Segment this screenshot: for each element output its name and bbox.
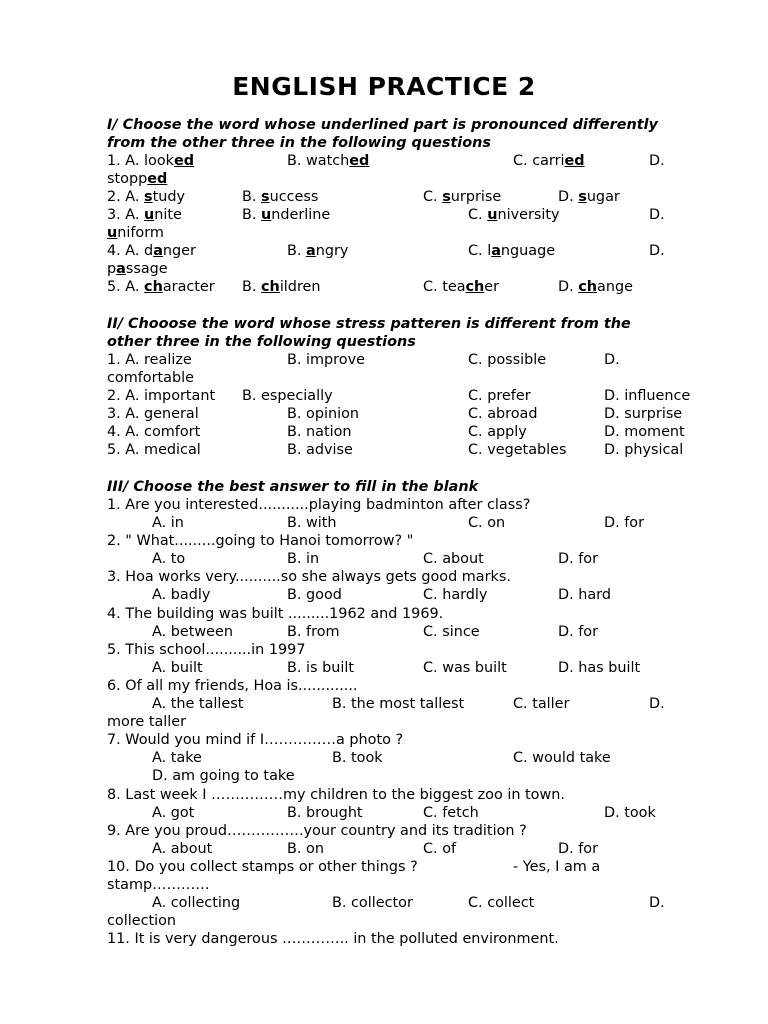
s3-q8-option-c: C. fetch bbox=[423, 805, 479, 821]
s3-q7-option-c: C. would take bbox=[513, 750, 611, 766]
s2-q1-option-c: C. possible bbox=[468, 352, 547, 368]
s3-q10-answer-lead: - Yes, I am a bbox=[513, 859, 601, 875]
s3-q7-text: 7. Would you mind if I……………a photo ? bbox=[107, 732, 404, 748]
s2-q3-option-c: C. abroad bbox=[468, 406, 538, 422]
s1-q4-option-d-word: passage bbox=[107, 261, 168, 277]
s1-q5-option-b: B. children bbox=[242, 279, 321, 295]
s3-q3-option-a: A. badly bbox=[152, 587, 211, 603]
s2-q4-option-b: B. nation bbox=[287, 424, 352, 440]
section1-heading-line1: I/ Choose the word whose underlined part is pronounced differently bbox=[107, 117, 658, 133]
s1-q5-option-c: C. teacher bbox=[423, 279, 500, 295]
s2-q4-option-d: D. moment bbox=[604, 424, 685, 440]
s1-q3-option-c: C. university bbox=[468, 207, 560, 223]
s3-q8-text: 8. Last week I ……………my children to the biggest zoo in town. bbox=[107, 787, 565, 803]
s3-q3-text: 3. Hoa works very..........so she always gets good marks. bbox=[107, 569, 511, 585]
s3-q6-option-d-word: more taller bbox=[107, 714, 187, 730]
s3-q11-text: 11. It is very dangerous ………….. in the polluted environment. bbox=[107, 931, 559, 947]
s3-q6-option-a: A. the tallest bbox=[152, 696, 244, 712]
s2-q3-option-d: D. surprise bbox=[604, 406, 683, 422]
s1-q4-option-b: B. angry bbox=[287, 243, 349, 259]
section2-heading-line2: other three in the following questions bbox=[107, 334, 416, 350]
s2-q4-option-a: 4. A. comfort bbox=[107, 424, 201, 440]
s3-q4-option-b: B. from bbox=[287, 624, 340, 640]
s1-q1-option-c: C. carried bbox=[513, 153, 585, 169]
s3-q1-option-c: C. on bbox=[468, 515, 506, 531]
s3-q5-text: 5. This school..........in 1997 bbox=[107, 642, 306, 658]
s3-q10-option-d: D. bbox=[649, 895, 665, 911]
s3-q10-option-c: C. collect bbox=[468, 895, 535, 911]
s1-q4-option-d: D. bbox=[649, 243, 665, 259]
s1-q1-option-d: D. bbox=[649, 153, 665, 169]
s2-q5-option-d: D. physical bbox=[604, 442, 684, 458]
s2-q1-option-d: D. bbox=[604, 352, 620, 368]
s3-q2-option-d: D. for bbox=[558, 551, 599, 567]
s1-q3-option-d: D. bbox=[649, 207, 665, 223]
s1-q2-option-d: D. sugar bbox=[558, 189, 620, 205]
s3-q6-text: 6. Of all my friends, Hoa is............. bbox=[107, 678, 358, 694]
s1-q5-option-d: D. change bbox=[558, 279, 633, 295]
s1-q4-option-c: C. language bbox=[468, 243, 556, 259]
s3-q10-option-a: A. collecting bbox=[152, 895, 241, 911]
section1-heading-line2: from the other three in the following questions bbox=[107, 135, 491, 151]
s3-q5-option-a: A. built bbox=[152, 660, 203, 676]
s3-q3-option-c: C. hardly bbox=[423, 587, 488, 603]
s3-q6-option-c: C. taller bbox=[513, 696, 570, 712]
s3-q9-option-a: A. about bbox=[152, 841, 213, 857]
s3-q3-option-d: D. hard bbox=[558, 587, 611, 603]
s2-q2-option-a: 2. A. important bbox=[107, 388, 216, 404]
s3-q7-option-b: B. took bbox=[332, 750, 383, 766]
s3-q8-option-a: A. got bbox=[152, 805, 195, 821]
s3-q7-option-a: A. take bbox=[152, 750, 202, 766]
s3-q2-option-a: A. to bbox=[152, 551, 186, 567]
s3-q8-option-b: B. brought bbox=[287, 805, 363, 821]
s3-q8-option-d: D. took bbox=[604, 805, 656, 821]
page-title: ENGLISH PRACTICE 2 bbox=[232, 72, 536, 101]
s3-q10-option-b: B. collector bbox=[332, 895, 413, 911]
s3-q1-text: 1. Are you interested...........playing badminton after class? bbox=[107, 497, 531, 513]
s1-q3-option-b: B. underline bbox=[242, 207, 331, 223]
s2-q1-option-d-word: comfortable bbox=[107, 370, 194, 386]
s2-q5-option-c: C. vegetables bbox=[468, 442, 567, 458]
s1-q1-option-d-word: stopped bbox=[107, 171, 168, 187]
s3-q6-option-d: D. bbox=[649, 696, 665, 712]
s3-q1-option-a: A. in bbox=[152, 515, 184, 531]
s3-q4-text: 4. The building was built .........1962 and 1969. bbox=[107, 606, 444, 622]
s3-q9-option-b: B. on bbox=[287, 841, 324, 857]
s2-q2-option-b: B. especially bbox=[242, 388, 333, 404]
s3-q10-option-d-word: collection bbox=[107, 913, 177, 929]
s1-q3-option-a: 3. A. unite bbox=[107, 207, 182, 223]
s2-q4-option-c: C. apply bbox=[468, 424, 527, 440]
s1-q2-option-b: B. success bbox=[242, 189, 319, 205]
s3-q10-text-cont: stamp………… bbox=[107, 877, 210, 893]
s3-q5-option-d: D. has built bbox=[558, 660, 641, 676]
s2-q5-option-a: 5. A. medical bbox=[107, 442, 201, 458]
s3-q1-option-d: D. for bbox=[604, 515, 645, 531]
s3-q5-option-c: C. was built bbox=[423, 660, 507, 676]
s3-q2-option-b: B. in bbox=[287, 551, 320, 567]
section2-heading-line1: II/ Chooose the word whose stress patteren is different from the bbox=[107, 316, 631, 332]
s2-q2-option-c: C. prefer bbox=[468, 388, 531, 404]
s3-q4-option-c: C. since bbox=[423, 624, 480, 640]
s3-q7-option-d: D. am going to take bbox=[152, 768, 295, 784]
s1-q1-option-a: 1. A. looked bbox=[107, 153, 195, 169]
s2-q3-option-a: 3. A. general bbox=[107, 406, 199, 422]
s1-q5-option-a: 5. A. character bbox=[107, 279, 215, 295]
s2-q1-option-b: B. improve bbox=[287, 352, 365, 368]
s3-q1-option-b: B. with bbox=[287, 515, 337, 531]
s3-q9-option-c: C. of bbox=[423, 841, 457, 857]
s3-q9-text: 9. Are you proud…………….your country and its tradition ? bbox=[107, 823, 527, 839]
s3-q2-option-c: C. about bbox=[423, 551, 484, 567]
s2-q2-option-d: D. influence bbox=[604, 388, 691, 404]
s3-q2-text: 2. " What.........going to Hanoi tomorrow? " bbox=[107, 533, 414, 549]
s2-q1-option-a: 1. A. realize bbox=[107, 352, 192, 368]
s3-q6-option-b: B. the most tallest bbox=[332, 696, 465, 712]
s2-q5-option-b: B. advise bbox=[287, 442, 353, 458]
s3-q4-option-d: D. for bbox=[558, 624, 599, 640]
s1-q1-option-b: B. watched bbox=[287, 153, 370, 169]
s1-q3-option-d-word: uniform bbox=[107, 225, 164, 241]
s3-q5-option-b: B. is built bbox=[287, 660, 354, 676]
s1-q2-option-c: C. surprise bbox=[423, 189, 502, 205]
s3-q4-option-a: A. between bbox=[152, 624, 233, 640]
s2-q3-option-b: B. opinion bbox=[287, 406, 360, 422]
s3-q10-question: 10. Do you collect stamps or other things ? bbox=[107, 859, 418, 875]
s3-q3-option-b: B. good bbox=[287, 587, 342, 603]
s1-q2-option-a: 2. A. study bbox=[107, 189, 186, 205]
section3-heading: III/ Choose the best answer to fill in the blank bbox=[107, 479, 479, 495]
s1-q4-option-a: 4. A. danger bbox=[107, 243, 196, 259]
s3-q9-option-d: D. for bbox=[558, 841, 599, 857]
